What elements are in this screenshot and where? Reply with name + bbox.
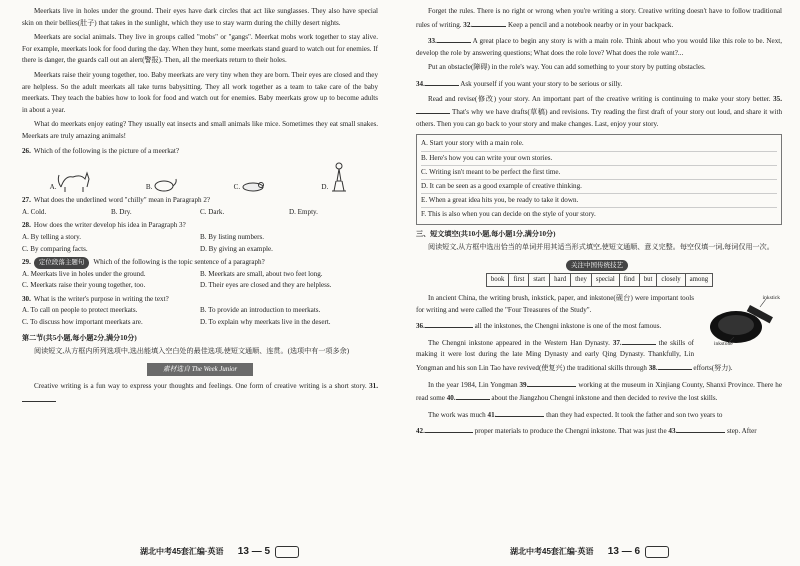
text: Forget the rules. There is no right or wrong when you're writing a story. Creative writing doesn't have to follow traditional rules of writing. [416,7,782,29]
option-a-picture[interactable] [50,165,91,193]
word-bank [416,273,782,287]
right-footer [510,546,669,558]
option-b-picture[interactable] [146,173,179,193]
blank-39[interactable] [528,378,576,387]
paragraph-42 [416,424,782,438]
option-b[interactable]: B. Meerkats are small, about two feet long. [200,269,323,278]
blank-41[interactable] [496,408,544,417]
option-label: B. [145,182,153,191]
meerkat-paragraph-3: Meerkats raise their young together, too. Baby meerkats are very tiny when they are born. Their eyes are closed and they are helpless. So the adult meerkats all take turns babysitting. They all work together as a team to take care of the baby meerkats. They teach the babies how to look for food and watch out for enemies. Baby meerkats grow up to become adults in about a year. [22,70,378,114]
blank-40-number: 40. [446,394,456,403]
blank-31-number: 31. [369,382,378,391]
blank-37[interactable] [622,336,656,345]
blank-35[interactable] [416,105,450,114]
meerkat-drawing-icon [328,161,350,193]
meerkat-paragraph-4: What do meerkats enjoy eating? They usually eat insects and small animals like mice. Sometimes they eat small snakes. Meerkats are truly amazing animals! [22,120,378,140]
page-number: 13 — 6 [607,546,641,558]
blank-39-number: 39. [519,380,529,389]
text: Read and revise(修改) your story. An important part of the creative writing is continuing to make your story better. [428,94,771,103]
section-2-heading: 第二节(共5小题,每小题2分,满分10分) [22,333,137,342]
meerkat-paragraph-1: Meerkats live in holes under the ground. Their eyes have dark circles that act like sunglasses. They also have special skin on their bellies(肚子) that takes in the sunlight, which they use to stay warm during the chilly desert nights. [22,7,378,27]
blank-32-number: 32. [463,20,473,29]
text: step. After [727,427,757,436]
option-a[interactable]: A. Meerkats live in holes under the ground. [22,269,146,278]
text: The Chengni inkstone appeared in the Western Han Dynasty. [428,338,610,347]
text: That's why we have drafts(草稿) and revisions. Try reading the first draft of your story out loud, and share it with others. Then you can go back to your story and make changes. Last, enjoy your story. [416,108,782,128]
question-number: 30. [22,294,31,303]
paragraph-revise [416,94,782,131]
option-b[interactable]: B. Dry. [111,207,132,216]
blank-33[interactable] [437,34,471,43]
q26-pictures [22,159,378,193]
word-item: hard [549,273,571,287]
inkstone-illustration [700,293,782,351]
question-stem: Which of the following is the topic sentence of a paragraph? [93,258,265,267]
blank-40[interactable] [456,391,490,400]
publisher-logo-icon [275,546,299,558]
text: Keep a pencil and a notebook nearby or in your backpack. [507,20,674,29]
option-c[interactable]: C. Dark. [200,207,225,216]
footer-title: 湖北中考45套汇编·英语 [140,547,224,557]
blank-38[interactable] [658,361,692,370]
option-b[interactable]: B. Here's how you can write your own stories. [421,152,777,166]
paragraph-rules [416,6,782,31]
right-column [416,6,782,441]
paragraph-work [416,408,782,422]
mouse-drawing-icon [152,173,178,193]
option-a[interactable]: A. Cold. [22,207,47,216]
blank-43-number: 43. [668,427,678,436]
option-c[interactable]: C. Writing isn't meant to be perfect the first time. [421,166,777,180]
blank-35-number: 35. [773,94,782,103]
blank-37-number: 37. [612,338,622,347]
blank-42[interactable] [425,424,473,433]
option-d[interactable]: D. To explain why meerkats live in the desert. [200,318,331,327]
inkstone-label: inkstone [714,341,733,348]
inkstick-label: inkstick [762,294,780,301]
word-item: find [619,273,640,287]
blank-33-number: 33. [428,37,437,46]
word-item: closely [656,273,685,287]
text: proper materials to produce the Chengni inkstone. That was just the [474,427,667,436]
text: The work was much [428,410,486,419]
option-f[interactable]: F. This is also when you can decide on the style of your story. [421,210,596,219]
question-26 [22,146,378,158]
word-item: first [508,273,529,287]
question-number: 28. [22,221,31,230]
question-30 [22,294,378,306]
section-3-heading: 三、短文填空(共10小题,每小题1分,满分10分) [416,229,556,238]
source-banner-text: 素材选自 The Week Junior [147,363,253,377]
paragraph-1984 [416,378,782,405]
source-banner [22,363,378,377]
skill-tag: 定位段落主题句 [34,257,90,269]
option-d[interactable]: D. By giving an example. [200,244,273,253]
text: In the year 1984, Lin Yongman [428,380,518,389]
intro-text: Creative writing is a fun way to express your thoughts and feelings. One form of creative writing is a short story. [34,382,367,391]
blank-41-number: 41. [487,410,497,419]
option-c[interactable]: C. To discuss how important meerkats are. [22,318,143,327]
option-d-picture[interactable] [321,161,350,193]
paragraph-obstacle: Put an obstacle(障碍) in the role's way. You can add something to your story by putting obstacles. [428,63,706,72]
paragraph-main-role [416,34,782,59]
text: Ask yourself if you want your story to be serious or silly. [460,79,623,88]
question-29 [22,257,378,269]
word-item: they [570,273,592,287]
blank-36-number: 36. [416,322,425,331]
q29-options [22,269,378,292]
word-item: book [486,273,510,287]
page-number: 13 — 5 [237,546,271,558]
blank-43[interactable] [677,424,725,433]
option-d[interactable]: D. Their eyes are closed and they are helpless. [200,281,332,290]
option-b[interactable]: B. By listing numbers. [200,232,265,241]
text: than they had expected. It took the father and son two years to [546,410,723,419]
option-c-picture[interactable] [234,177,267,193]
word-item: among [685,273,714,287]
option-e[interactable]: E. When a great idea hits you, be ready to take it down. [421,194,777,208]
blank-38-number: 38. [648,363,658,372]
question-stem: Which of the following is the picture of a meerkat? [33,146,180,155]
word-item: start [528,273,550,287]
word-item: special [591,273,620,287]
option-a[interactable]: A. By telling a story. [22,232,82,241]
blank-32[interactable] [472,18,506,27]
topic-tag: 关注中国传统技艺 [566,260,628,272]
option-d[interactable]: D. Empty. [289,207,318,216]
question-28 [22,220,378,232]
blank-34-number: 34. [416,79,425,88]
meerkat-paragraph-2: Meerkats are social animals. They live in groups called "mobs" or "gangs". Meerkat mobs work together to stay alive. For example, meerkats look for food during the day. When they hunt, some meerkats stand guard to watch out for enemies. If there is danger, the guards call out an alert(警报). Then, all the meerkats return to their holes. [22,33,378,65]
question-stem: How does the writer develop his idea in Paragraph 3? [33,221,186,230]
left-footer [140,546,299,558]
paragraph-four-treasures: In ancient China, the writing brush, inkstick, paper, and inkstone(砚台) were important tools for writing and were called the "Four Treasures of the Study". [416,293,694,314]
option-a[interactable]: A. Start your story with a main role. [421,137,777,151]
text: about the Jiangzhou Chengni inkstone and then decided to revive the lost skills. [491,394,718,403]
paragraph-34 [416,77,782,91]
option-c[interactable]: C. By comparing facts. [22,244,88,253]
option-label: A. [49,182,57,191]
option-label: C. [233,182,241,191]
text: efforts(努力). [693,363,733,372]
q30-options [22,305,378,328]
option-b[interactable]: B. To provide an introduction to meerkats. [200,306,321,315]
text: all the inkstones, the Chengni inkstone is one of the most famous. [474,322,662,331]
publisher-logo-icon [645,546,669,558]
question-27 [22,195,378,207]
option-d[interactable]: D. It can be seen as a good example of creative thinking. [421,180,777,194]
section-3-instructions: 阅读短文,从方框中选出恰当的单词并用其适当形式填空,使短文通顺、意义完整。每空仅填一词,每词仅用一次。 [428,243,774,252]
text: working at the museum in Xinjiang County, Shanxi Province. There he read some [416,380,782,403]
q27-options [22,207,378,219]
text: A great place to begin any story is with a main role. Think about who you would like this role to be. Next, develop the role by answering questions; What does the role love? What does the role want?... [416,37,782,57]
q28-options [22,232,378,255]
blank-31[interactable] [22,393,56,402]
blank-42-number: 42. [416,427,425,436]
animal-drawing-icon [240,177,266,193]
option-a[interactable]: A. To call on people to protect meerkats. [22,306,138,315]
question-stem: What is the writer's purpose in writing the text? [33,294,169,303]
right-page [400,0,800,566]
option-c[interactable]: C. Meerkats raise their young together, too. [22,281,146,290]
option-label: D. [321,182,329,191]
question-number: 26. [22,146,31,155]
blank-34[interactable] [425,77,459,86]
cat-drawing-icon [57,165,91,193]
word-item: but [639,273,658,287]
section-2-instructions: 阅读短文,从方框内所列选项中,选出能填入空白处的最佳选项,使短文通顺、连贯。(选项中有一项多余) [34,347,350,356]
footer-title: 湖北中考45套汇编·英语 [510,547,594,557]
topic-label [416,260,782,272]
blank-36[interactable] [425,319,473,328]
question-number: 27. [22,196,31,205]
left-column [22,6,378,410]
question-number: 29. [22,258,31,267]
options-box [416,134,782,224]
question-stem: What does the underlined word "chilly" mean in Paragraph 2? [33,196,211,205]
text: the skills of making it were lost during the late Ming Dynasty and early Qing Dynasty. Thankfully, Lin Yongman and his son Lin Tao have revived(使复兴) the traditional skills through [416,338,694,372]
creative-writing-intro [22,381,378,406]
